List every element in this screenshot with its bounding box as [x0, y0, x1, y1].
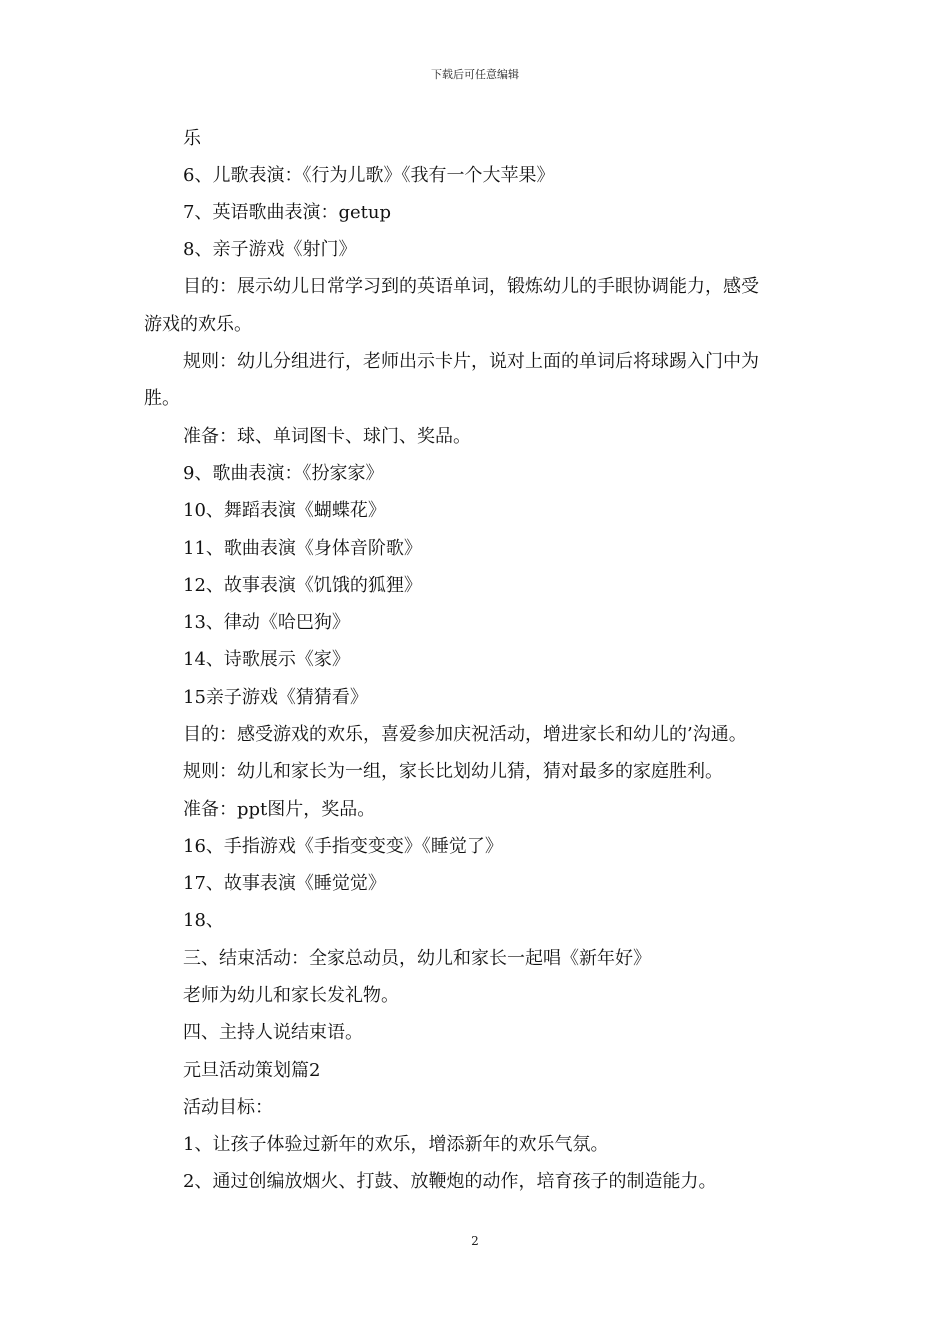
text-line: 9、歌曲表演：《扮家家》: [183, 463, 384, 484]
text-line: 活动目标：: [183, 1097, 273, 1118]
text-line: 7、英语歌曲表演：getup: [183, 202, 391, 223]
text-line: 16、手指游戏《手指变变变》《睡觉了》: [183, 836, 503, 857]
text-line: 11、歌曲表演《身体音阶歌》: [183, 538, 422, 559]
text-line: 规则：幼儿分组进行，老师出示卡片，说对上面的单词后将球踢入门中为: [183, 351, 759, 372]
text-line: 准备：球、单词图卡、球门、奖品。: [183, 426, 471, 447]
text-line: 6、儿歌表演：《行为儿歌》《我有一个大苹果》: [183, 165, 555, 186]
text-line: 2、通过创编放烟火、打鼓、放鞭炮的动作，培育孩子的制造能力。: [183, 1171, 717, 1192]
text-line: 乐: [183, 128, 201, 149]
section-heading: 元旦活动策划篇2: [183, 1060, 321, 1081]
text-line: 17、故事表演《睡觉觉》: [183, 873, 386, 894]
text-line: 胜。: [144, 388, 180, 409]
text-line: 四、主持人说结束语。: [183, 1022, 363, 1043]
page-number: 2: [471, 1234, 479, 1248]
text-line: 游戏的欢乐。: [144, 314, 252, 335]
text-line: 目的：展示幼儿日常学习到的英语单词，锻炼幼儿的手眼协调能力，感受: [183, 276, 759, 297]
text-line: 规则：幼儿和家长为一组，家长比划幼儿猜，猜对最多的家庭胜利。: [183, 761, 723, 782]
text-line: 三、结束活动：全家总动员，幼儿和家长一起唱《新年好》: [183, 948, 651, 969]
text-line: 15亲子游戏《猜猜看》: [183, 687, 368, 708]
text-line: 14、诗歌展示《家》: [183, 649, 350, 670]
page-header: 下载后可任意编辑: [431, 68, 519, 81]
text-line: 目的：感受游戏的欢乐，喜爱参加庆祝活动，增进家长和幼儿的’沟通。: [183, 724, 747, 745]
text-line: 8、亲子游戏《射门》: [183, 239, 357, 260]
text-line: 12、故事表演《饥饿的狐狸》: [183, 575, 422, 596]
text-line: 老师为幼儿和家长发礼物。: [183, 985, 399, 1006]
text-line: 准备：ppt图片，奖品。: [183, 799, 376, 820]
text-line: 10、舞蹈表演《蝴蝶花》: [183, 500, 386, 521]
text-line: 13、律动《哈巴狗》: [183, 612, 350, 633]
text-line: 1、让孩子体验过新年的欢乐，增添新年的欢乐气氛。: [183, 1134, 609, 1155]
text-line: 18、: [183, 910, 224, 931]
